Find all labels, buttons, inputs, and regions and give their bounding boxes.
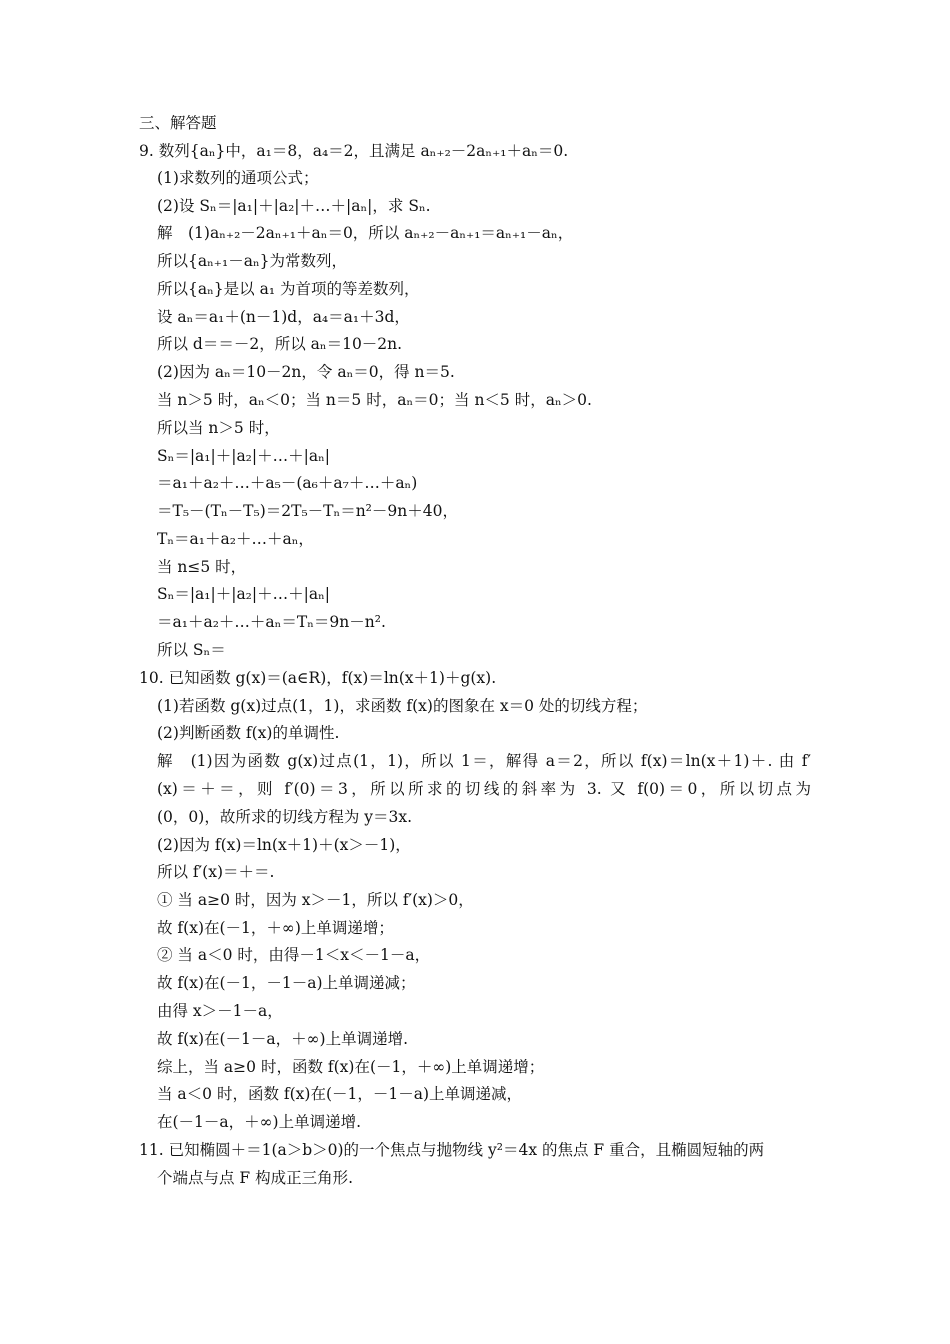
text-line: 设 aₙ＝a₁＋(n－1)d，a₄＝a₁＋3d， bbox=[157, 308, 410, 326]
text-line: 故 f(x)在(－1，＋∞)上单调递增； bbox=[157, 919, 394, 937]
text-line: 三、解答题 bbox=[139, 114, 217, 132]
text-line: 个端点与点 F 构成正三角形. bbox=[157, 1169, 354, 1187]
text-line: 所以{aₙ₊₁－aₙ}为常数列， bbox=[157, 252, 348, 270]
text-line: 11. 已知椭圆＋＝1(a＞b＞0)的一个焦点与抛物线 y²＝4x 的焦点 F 重合，且椭圆短轴的两 bbox=[139, 1141, 765, 1159]
text-line: ＝T₅－(Tₙ－T₅)＝2T₅－Tₙ＝n²－9n＋40， bbox=[157, 502, 458, 520]
text-line: Tₙ＝a₁＋a₂＋…＋aₙ， bbox=[157, 530, 314, 548]
text-line: 解 (1)aₙ₊₂－2aₙ₊₁＋aₙ＝0，所以 aₙ₊₂－aₙ₊₁＝aₙ₊₁－aₙ， bbox=[157, 224, 574, 242]
text-line: 所以{aₙ}是以 a₁ 为首项的等差数列， bbox=[157, 280, 420, 298]
text-line: (2)判断函数 f(x)的单调性. bbox=[157, 724, 340, 742]
text-line: 当 a＜0 时，函数 f(x)在(－1，－1－a)上单调递减， bbox=[157, 1085, 523, 1103]
text-line: 所以 Sₙ＝ bbox=[157, 641, 226, 659]
text-line: ＝a₁＋a₂＋…＋a₅－(a₆＋a₇＋…＋aₙ) bbox=[157, 474, 418, 492]
text-line: 10. 已知函数 g(x)＝(a∈R)，f(x)＝ln(x＋1)＋g(x). bbox=[139, 669, 497, 687]
text-line: 由得 x＞－1－a， bbox=[157, 1002, 283, 1020]
text-line: 故 f(x)在(－1，－1－a)上单调递减； bbox=[157, 974, 416, 992]
text-line: (1)若函数 g(x)过点(1，1)，求函数 f(x)的图象在 x＝0 处的切线方程； bbox=[157, 697, 648, 715]
text-line: 在(－1－a，＋∞)上单调递增. bbox=[157, 1113, 362, 1131]
text-line: ＝a₁＋a₂＋…＋aₙ＝Tₙ＝9n－n². bbox=[157, 613, 386, 631]
text-line: 所以当 n＞5 时， bbox=[157, 419, 280, 437]
text-line: (x)＝＋＝，则 f′(0)＝3，所以所求的切线的斜率为 3. 又 f(0)＝0，所以切点为 bbox=[157, 780, 811, 798]
text-line: (0，0)，故所求的切线方程为 y＝3x. bbox=[157, 808, 413, 826]
text-line: 9. 数列{aₙ}中，a₁＝8，a₄＝2，且满足 aₙ₊₂－2aₙ₊₁＋aₙ＝0. bbox=[139, 142, 569, 160]
text-line: (2)因为 aₙ＝10－2n，令 aₙ＝0，得 n＝5. bbox=[157, 363, 455, 381]
text-line: 当 n＞5 时，aₙ＜0；当 n＝5 时，aₙ＝0；当 n＜5 时，aₙ＞0. bbox=[157, 391, 592, 409]
text-line: Sₙ＝|a₁|＋|a₂|＋…＋|aₙ| bbox=[157, 585, 331, 603]
text-line: ② 当 a＜0 时，由得－1＜x＜－1－a， bbox=[157, 946, 431, 964]
text-line: ① 当 a≥0 时，因为 x＞－1，所以 f′(x)＞0， bbox=[157, 891, 474, 909]
text-line: (1)求数列的通项公式； bbox=[157, 169, 319, 187]
text-line: 解 (1)因为函数 g(x)过点(1，1)，所以 1＝，解得 a＝2，所以 f(x)＝ln(x＋1)＋. 由 f′ bbox=[157, 752, 811, 770]
text-line: 所以 d＝＝－2，所以 aₙ＝10－2n. bbox=[157, 335, 403, 353]
text-line: Sₙ＝|a₁|＋|a₂|＋…＋|aₙ| bbox=[157, 447, 331, 465]
text-line: (2)因为 f(x)＝ln(x＋1)＋(x＞－1)， bbox=[157, 836, 411, 854]
text-line: (2)设 Sₙ＝|a₁|＋|a₂|＋…＋|aₙ|，求 Sₙ. bbox=[157, 197, 431, 215]
text-line: 当 n≤5 时， bbox=[157, 558, 247, 576]
text-line: 所以 f′(x)＝＋＝. bbox=[157, 863, 275, 881]
text-line: 综上，当 a≥0 时，函数 f(x)在(－1，＋∞)上单调递增； bbox=[157, 1058, 545, 1076]
text-line: 故 f(x)在(－1－a，＋∞)上单调递增. bbox=[157, 1030, 409, 1048]
